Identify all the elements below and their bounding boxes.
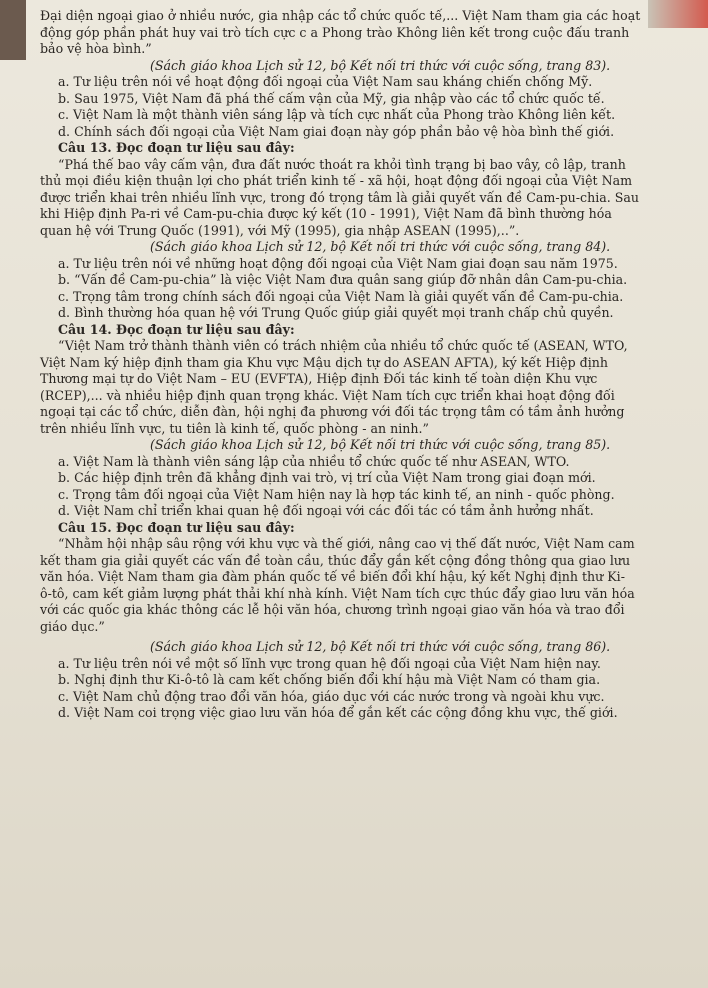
q14-passage-6: trên nhiều lĩnh vực, tu tiên là kinh tế, quốc phòng - an ninh.” <box>40 420 429 436</box>
q13-source: (Sách giáo khoa Lịch sử 12, bộ Kết nối tri thức với cuộc sống, trang 84). <box>150 239 611 254</box>
q14-option-c: c. Trọng tâm đối ngoại của Việt Nam hiện nay là hợp tác kinh tế, an ninh - quốc phòng. <box>58 486 615 502</box>
q13-passage-2: thủ mọi điều kiện thuận lợi cho phát triển kinh tế - xã hội, hoạt động đối ngoại của Việt Nam <box>40 173 633 188</box>
top-source: (Sách giáo khoa Lịch sử 12, bộ Kết nối tri thức với cuộc sống, trang 83). <box>150 57 611 73</box>
q14-passage-4: (RCEP),... và nhiều hiệp định quan trọng khác. Việt Nam tích cực triển khai hoạt động đối <box>40 387 615 403</box>
q13-passage-5: quan hệ với Trung Quốc (1991), với Mỹ (1995), gia nhập ASEAN (1995),..”. <box>40 222 520 238</box>
q13-passage-4: khi Hiệp định Pa-ri về Cam-pu-chia được ký kết (10 - 1991), Việt Nam đã bình thường hóa <box>40 206 612 221</box>
q13-option-b: b. “Vấn đề Cam-pu-chia” là việc Việt Nam đưa quân sang giúp đỡ nhân dân Cam-pu-chia. <box>58 272 628 287</box>
q14-option-b: b. Các hiệp định trên đã khẳng định vai trò, vị trí của Việt Nam trong giai đoạn mới. <box>58 470 596 485</box>
photo-edge-shadow <box>0 0 26 60</box>
top-option-c: c. Việt Nam là một thành viên sáng lập và tích cực nhất của Phong trào Không liên kết. <box>58 107 616 122</box>
q13-option-d: d. Bình thường hóa quan hệ với Trung Quốc giúp giải quyết mọi tranh chấp chủ quyền. <box>58 305 614 320</box>
q14-passage-2: Việt Nam ký hiệp định tham gia Khu vực Mậu dịch tự do ASEAN AFTA), ký kết Hiệp định <box>40 354 608 370</box>
q15-passage-5: với các quốc gia khác thông các lễ hội văn hóa, chương trình ngoại giao văn hóa và trao đổi <box>40 602 625 617</box>
q14-passage-5: ngoại tại các tổ chức, diễn đàn, hội nghị đa phương với đối tác trọng tâm có tầm ảnh hưởng <box>40 404 625 419</box>
photo-edge-object <box>648 0 708 28</box>
q14-passage-3: Thương mại tự do Việt Nam – EU (EVFTA), Hiệp định Đối tác kinh tế toàn diện Khu vực <box>40 371 598 386</box>
q14-source: (Sách giáo khoa Lịch sử 12, bộ Kết nối tri thức với cuộc sống, trang 85). <box>150 437 611 452</box>
q15-option-b: b. Nghị định thư Ki-ô-tô là cam kết chống biến đổi khí hậu mà Việt Nam có tham gia. <box>58 672 601 687</box>
q15-source: (Sách giáo khoa Lịch sử 12, bộ Kết nối tri thức với cuộc sống, trang 86). <box>150 639 611 654</box>
top-line-2: động góp phần phát huy vai trò tích cực c a Phong trào Không liên kết trong cuộc đấu tranh <box>40 24 630 40</box>
q15-option-c: c. Việt Nam chủ động trao đổi văn hóa, giáo dục với các nước trong và ngoài khu vực. <box>58 688 605 704</box>
top-option-a: a. Tư liệu trên nói về hoạt động đối ngoại của Việt Nam sau kháng chiến chống Mỹ. <box>58 74 593 89</box>
top-passage <box>40 8 686 58</box>
q15-option-d: d. Việt Nam coi trọng việc giao lưu văn hóa để gắn kết các cộng đồng khu vực, thế giới. <box>58 705 618 720</box>
q15-passage-2: kết tham gia giải quyết các vấn đề toàn cầu, thúc đẩy gắn kết cộng đồng thông qua giao lưu <box>40 552 631 568</box>
top-line-1: Đại diện ngoại giao ở nhiều nước, gia nhập các tổ chức quốc tế,... Việt Nam tham gia các hoạt <box>40 8 641 23</box>
q15-heading: Câu 15. Đọc đoạn tư liệu sau đây: <box>58 519 295 535</box>
q15-passage-3: văn hóa. Việt Nam tham gia đàm phán quốc tế về biến đổi khí hậu, ký kết Nghị định thư Ki- <box>40 569 625 584</box>
q13-passage-1: “Phá thế bao vây cấm vận, đưa đất nước thoát ra khỏi tình trạng bị bao vây, cô lập, tranh <box>58 156 626 172</box>
q14-passage-1: “Việt Nam trở thành thành viên có trách nhiệm của nhiều tổ chức quốc tế (ASEAN, WTO, <box>58 338 628 353</box>
q15-option-a: a. Tư liệu trên nói về một số lĩnh vực trong quan hệ đối ngoại của Việt Nam hiện nay. <box>58 655 601 671</box>
q14-option-d: d. Việt Nam chỉ triển khai quan hệ đối ngoại với các đối tác có tầm ảnh hưởng nhất. <box>58 503 594 518</box>
q14-option-a: a. Việt Nam là thành viên sáng lập của nhiều tổ chức quốc tế như ASEAN, WTO. <box>58 453 570 469</box>
q13-heading: Câu 13. Đọc đoạn tư liệu sau đây: <box>58 140 295 155</box>
top-option-b: b. Sau 1975, Việt Nam đã phá thế cấm vận của Mỹ, gia nhập vào các tổ chức quốc tế. <box>58 90 605 106</box>
q13-option-c: c. Trọng tâm trong chính sách đối ngoại của Việt Nam là giải quyết vấn đề Cam-pu-chia. <box>58 288 624 304</box>
q15-passage-1: “Nhằm hội nhập sâu rộng với khu vực và thế giới, nâng cao vị thế đất nước, Việt Nam cam <box>58 536 635 551</box>
q13-passage-3: được triển khai trên nhiều lĩnh vực, trong đó trọng tâm là giải quyết vấn đề Cam-pu-chia. Sau <box>40 189 639 205</box>
q14-heading: Câu 14. Đọc đoạn tư liệu sau đây: <box>58 321 295 337</box>
top-option-d: d. Chính sách đối ngoại của Việt Nam giai đoạn này góp phần bảo vệ hòa bình thế giới. <box>58 123 615 139</box>
q15-passage-4: ô-tô, cam kết giảm lượng phát thải khí nhà kính. Việt Nam tích cực thúc đẩy giao lưu văn hóa <box>40 585 635 601</box>
top-line-3: bảo vệ hòa bình.” <box>40 41 152 56</box>
q13-option-a: a. Tư liệu trên nói về những hoạt động đối ngoại của Việt Nam giai đoạn sau năm 1975. <box>58 255 618 271</box>
q15-passage-6: giáo dục.” <box>40 618 105 634</box>
